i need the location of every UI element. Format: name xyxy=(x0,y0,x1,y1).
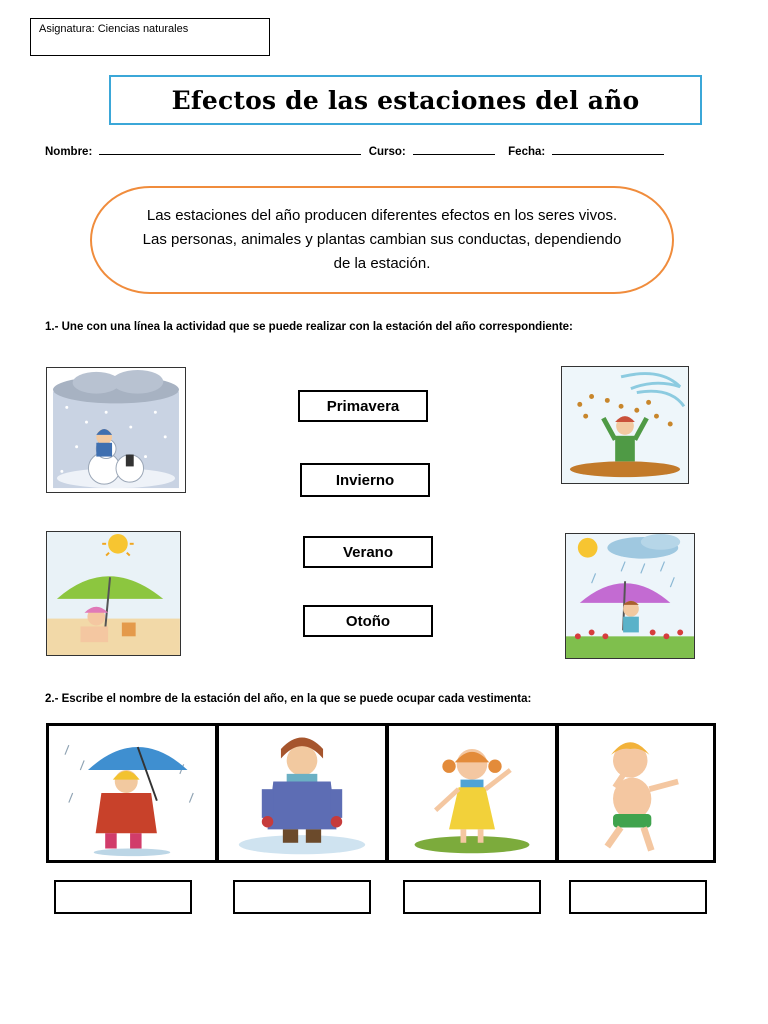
answer-box-2[interactable] xyxy=(233,880,371,914)
autumn-illustration xyxy=(562,367,688,483)
student-fields xyxy=(45,144,705,158)
raincoat-illustration xyxy=(49,726,215,860)
question-2: 2.- Escribe el nombre de la estación del año, en la que se puede ocupar cada vestimenta: xyxy=(45,693,532,705)
course-label: Curso: xyxy=(368,146,406,158)
name-field[interactable] xyxy=(99,144,361,155)
winter-snowman-picture xyxy=(46,367,186,493)
name-label: Nombre: xyxy=(45,146,93,158)
spring-dress-picture xyxy=(386,723,558,863)
season-box-otono[interactable] xyxy=(303,605,433,637)
title-box xyxy=(109,75,702,125)
answer-box-3[interactable] xyxy=(403,880,541,914)
raincoat-picture xyxy=(46,723,218,863)
season-label: Invierno xyxy=(335,471,395,489)
date-label: Fecha: xyxy=(508,146,546,158)
date-field[interactable] xyxy=(552,144,664,155)
swimsuit-illustration xyxy=(559,726,713,860)
autumn-leaves-picture xyxy=(561,366,689,484)
spring-illustration xyxy=(566,534,694,658)
season-box-primavera[interactable] xyxy=(298,390,428,422)
spring-dress-illustration xyxy=(389,726,555,860)
season-label: Verano xyxy=(342,543,394,561)
winter-coat-illustration xyxy=(219,726,385,860)
answer-box-1[interactable] xyxy=(54,880,192,914)
answer-box-4[interactable] xyxy=(569,880,707,914)
spring-umbrella-picture xyxy=(565,533,695,659)
season-label: Primavera xyxy=(326,397,400,415)
course-field[interactable] xyxy=(413,144,495,155)
intro-bubble xyxy=(90,186,674,294)
page-title: Efectos de las estaciones del año xyxy=(171,85,640,115)
subject-box xyxy=(30,18,270,56)
summer-beach-picture xyxy=(46,531,181,656)
season-box-invierno[interactable] xyxy=(300,463,430,497)
snowman-illustration xyxy=(47,368,185,492)
intro-text: Las estaciones del año producen diferentes efectos en los seres vivos. Las personas, animales y plantas cambian sus conductas, dependiendo de la estación. xyxy=(142,207,622,272)
clothing-picture-strip xyxy=(46,723,716,863)
season-box-verano[interactable] xyxy=(303,536,433,568)
winter-coat-picture xyxy=(216,723,388,863)
question-1: 1.- Une con una línea la actividad que se puede realizar con la estación del año correspondiente: xyxy=(45,321,573,333)
beach-illustration xyxy=(47,532,180,655)
subject-label: Asignatura: Ciencias naturales xyxy=(39,23,189,35)
season-label: Otoño xyxy=(345,612,391,630)
swimsuit-picture xyxy=(556,723,716,863)
